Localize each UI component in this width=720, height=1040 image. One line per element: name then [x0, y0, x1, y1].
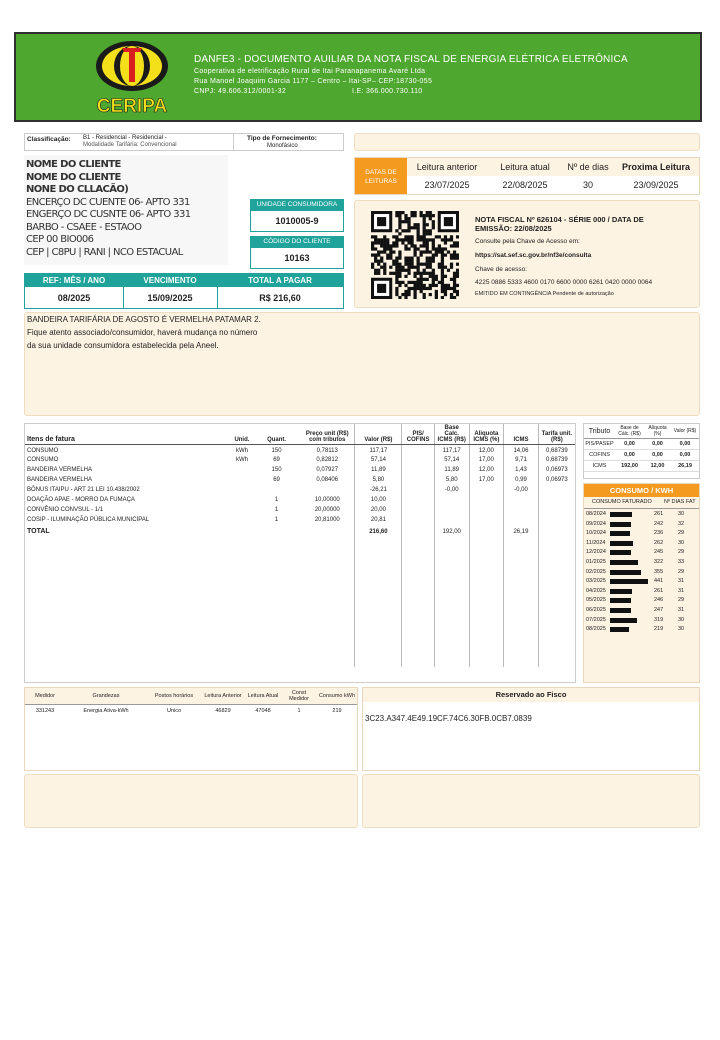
tributos-cell: PIS/PASEP [584, 439, 615, 450]
consumo-bar [610, 531, 630, 536]
itens-header-cell: Itens de fatura [25, 424, 231, 445]
cliente-line: CEP 00 BIO006 [26, 234, 94, 245]
consumo-kwh: 322 [654, 559, 664, 565]
itens-row [25, 495, 575, 505]
consumo-mes: 03/2025 [586, 578, 606, 585]
tributos-cell: ICMS [584, 461, 615, 472]
classificacao-label: Classificação: [27, 136, 71, 143]
consumo-kwh: 246 [654, 597, 664, 604]
itens-cell [538, 505, 575, 515]
itens-total-row [25, 525, 575, 539]
total-pagar-value: R$ 216,60 [259, 293, 301, 303]
itens-cell: COSIP - ILUMINAÇÃO PÚBLICA MUNICIPAL [27, 516, 150, 523]
itens-cell: 10,00000 [314, 496, 340, 503]
itens-cell: CONSUMO [27, 456, 59, 463]
itens-total-cell: TOTAL [27, 528, 50, 535]
medidor-cell: Unico [166, 708, 182, 714]
ref-mes-value: 08/2025 [57, 293, 91, 303]
itens-cell: 5,80 [355, 475, 402, 485]
consumo-row [584, 529, 700, 538]
consumo-dias: 31 [678, 578, 685, 585]
fisco-title: Reservado ao Fisco [363, 688, 699, 702]
top-right-blank [354, 133, 700, 151]
medidor-header-cell: Leitura Atual [245, 688, 281, 705]
medidor-cell: 46829 [215, 708, 231, 714]
itens-cell: CONSUMO [27, 448, 59, 455]
itens-header-cell: Tarifa unit. (R$) [538, 424, 575, 445]
consumo-row [584, 539, 700, 548]
consumo-dias: 31 [678, 587, 685, 594]
bottom-right-blank [362, 774, 700, 828]
consumo-dias: 32 [678, 520, 685, 527]
tributos-table [584, 424, 699, 472]
consumo-mes: 12/2024 [586, 549, 606, 556]
medidor-cell: Energia Ativa-kWh [83, 708, 129, 714]
consumo-kwh: 242 [654, 520, 664, 527]
consumo-bar [610, 598, 631, 603]
itens-cell: 9,71 [504, 455, 539, 465]
itens-cell: 20,81000 [314, 516, 340, 523]
itens-cell [434, 505, 469, 515]
itens-row [25, 485, 575, 495]
classificacao-value-1: B1 - Residencial - Residencial - [83, 135, 167, 141]
itens-cell [538, 495, 575, 505]
itens-total-cell [469, 525, 504, 539]
itens-total-cell: 216,60 [355, 525, 402, 539]
dias-fat-header: Nº DIAS FAT [664, 499, 696, 505]
consumo-row [584, 548, 700, 557]
leitura-atual-value: 22/08/2025 [502, 180, 548, 190]
consulta-label: Consulte pela Chave de Acesso em: [475, 238, 580, 245]
consumo-row [584, 568, 700, 577]
chave-acesso: 4225 0886 5333 4600 0170 6600 0000 6261 0420 0000 0064 [475, 279, 653, 286]
qr-code-icon [371, 211, 459, 299]
cliente-line: CEP | C8PU | RANI | NCO ESTACUAL [26, 246, 183, 258]
consumo-kwh: 355 [654, 568, 664, 575]
consumo-kwh: 261 [654, 587, 664, 594]
itens-cell [300, 485, 355, 495]
itens-cell: BÔNUS ITAIPU - ART 21 LEI 10.438/2002 [27, 486, 140, 493]
itens-cell: 10,00 [355, 495, 402, 505]
itens-cell: -0,00 [434, 485, 469, 495]
itens-cell [402, 515, 435, 525]
medidor-header-cell: Grandezas [65, 688, 147, 705]
consulta-url[interactable]: https://sat.sef.sc.gov.br/nf3e/consulta [475, 252, 592, 259]
unidade-consumidora-label: UNIDADE CONSUMIDORA [250, 199, 344, 210]
consumo-mes: 08/2024 [586, 511, 606, 517]
tributos-cell: 0,00 [644, 439, 671, 450]
chave-label: Chave de acesso: [475, 266, 528, 273]
aviso-line-1: BANDEIRA TARIFÁRIA DE AGOSTO É VERMELHA PATAMAR 2. [27, 315, 261, 324]
consumo-dias: 30 [678, 616, 685, 623]
medidor-header-cell: Const Medidor [281, 688, 317, 705]
consumo-dias: 29 [678, 530, 685, 537]
consumo-bar [610, 570, 641, 575]
tributos-cell: 0,00 [644, 450, 671, 461]
tributos-cell: 192,00 [615, 461, 644, 472]
itens-row [25, 475, 575, 485]
consumo-row [584, 558, 700, 567]
itens-cell: 20,00 [355, 505, 402, 515]
itens-fatura-box [24, 423, 576, 683]
itens-cell: 1 [274, 506, 279, 513]
tributos-header-cell: Tributo [584, 424, 615, 439]
itens-cell [504, 505, 539, 515]
itens-cell [402, 495, 435, 505]
header-address: Rua Manoel Joaquim Garcia 1177 – Centro – Itai-SP– CEP:18730-055 [194, 78, 433, 85]
itens-cell: 150 [271, 448, 282, 455]
header-banner [14, 32, 702, 122]
consumo-bar [610, 522, 631, 527]
itens-total-cell [231, 525, 253, 539]
codigo-cliente-label: CÓDIGO DO CLIENTE [250, 236, 344, 247]
itens-total-cell [538, 525, 575, 539]
contingencia-text: EMITIDO EM CONTINGÊNCIA Pendente de autorização [475, 291, 614, 297]
consumo-bar [610, 560, 638, 565]
tributos-header-cell: Alíquota (%) [644, 424, 671, 439]
itens-cell: 0,08406 [316, 476, 339, 483]
itens-cell [231, 495, 253, 505]
itens-cell [469, 485, 504, 495]
proxima-leitura-value: 23/09/2025 [633, 180, 679, 190]
itens-row [25, 445, 575, 455]
cliente-block [24, 155, 228, 265]
itens-cell [402, 475, 435, 485]
consumo-chart [584, 510, 699, 660]
itens-cell: 14,06 [504, 445, 539, 455]
proxima-leitura-header: Proxima Leitura [613, 158, 699, 176]
itens-cell [402, 445, 435, 455]
itens-fatura-table [25, 424, 575, 667]
tributos-cell: 26,19 [671, 461, 699, 472]
header-ie: I.E: 366.000.730.110 [352, 88, 423, 95]
consumo-mes: 07/2025 [586, 616, 606, 623]
medidor-cell: 219 [332, 708, 342, 714]
cliente-line: NONE DO CLLACÃO) [26, 184, 129, 195]
consumo-row [584, 625, 700, 634]
consumo-kwh: 219 [654, 626, 664, 633]
tributos-cell: 0,00 [671, 439, 699, 450]
leituras-box [354, 157, 700, 195]
tributos-cell: 0,00 [671, 450, 699, 461]
itens-header-cell: Quant. [253, 424, 300, 445]
itens-cell [469, 515, 504, 525]
itens-cell: 0,78113 [316, 448, 338, 455]
tipo-fornecimento-label: Tipo de Fornecimento: [247, 135, 317, 142]
itens-cell [253, 485, 300, 495]
itens-cell: 0,07927 [316, 466, 339, 473]
consumo-bar [610, 589, 632, 594]
itens-cell [504, 515, 539, 525]
consumo-kwh: 261 [654, 511, 664, 517]
nota-fiscal-title-2: EMISSÃO: 22/08/2025 [475, 224, 552, 233]
itens-cell: 57,14 [434, 455, 469, 465]
leitura-anterior-value: 23/07/2025 [424, 180, 470, 190]
itens-row [25, 465, 575, 475]
tipo-fornecimento-value: Monofásico [267, 143, 298, 149]
medidor-header-cell: Postos horários [147, 688, 201, 705]
itens-total-cell [253, 525, 300, 539]
itens-cell [504, 495, 539, 505]
tributos-header-cell: Valor (R$) [671, 424, 699, 439]
itens-cell: 0,06973 [538, 475, 575, 485]
itens-cell [231, 465, 253, 475]
num-dias-value: 30 [582, 180, 593, 190]
header-title: DANFE3 - DOCUMENTO AUILIAR DA NOTA FISCAL DE ENERGIA ELÉTRICA ELETRÔNICA [194, 54, 628, 65]
fisco-code: 3C23.A347.4E49.19CF.74C6.30FB.0CB7.0839 [365, 714, 532, 723]
consumo-kwh: 247 [654, 607, 664, 613]
medidor-box [24, 687, 358, 771]
consumo-row [584, 587, 700, 596]
datas-leituras-label: DATAS DE LEITURAS [355, 158, 407, 194]
itens-header-cell: ICMS [504, 424, 539, 445]
consumo-dias: 29 [678, 549, 685, 556]
consumo-kwh: 236 [654, 530, 664, 537]
itens-cell: 1 [274, 496, 279, 503]
consumo-dias: 29 [678, 568, 685, 575]
consumo-mes: 09/2024 [586, 520, 606, 527]
vencimento-value: 15/09/2025 [147, 293, 193, 303]
consumo-row [584, 606, 700, 615]
consumo-box [583, 483, 700, 683]
consumo-dias: 31 [678, 607, 685, 613]
medidor-header-cell: Consumo kWh [317, 688, 357, 705]
codigo-cliente-value: 10163 [250, 247, 344, 269]
itens-cell: 5,80 [434, 475, 469, 485]
itens-cell: 17,00 [469, 475, 504, 485]
nota-fiscal-title-1: NOTA FISCAL Nº 626104 - SÉRIE 000 / DATA DE [475, 215, 644, 224]
itens-row [25, 455, 575, 465]
medidor-cell: 331243 [35, 708, 55, 714]
consumo-kwh: 319 [654, 616, 664, 623]
itens-cell [538, 515, 575, 525]
consumo-bar [610, 608, 631, 613]
itens-cell: 57,14 [355, 455, 402, 465]
consumo-row [584, 616, 700, 625]
consumo-mes: 10/2024 [586, 530, 606, 537]
itens-cell: CONVÊNIO CONVSUL - 1/1 [27, 506, 104, 513]
itens-cell: 12,00 [469, 465, 504, 475]
tributos-cell: 0,00 [615, 450, 644, 461]
aviso-box [24, 312, 700, 416]
itens-total-cell: 192,00 [434, 525, 469, 539]
itens-cell [402, 465, 435, 475]
total-pagar-header: TOTAL A PAGAR [248, 276, 312, 285]
consumo-row [584, 577, 700, 586]
itens-total-cell [402, 525, 435, 539]
fisco-box [362, 687, 700, 771]
svg-text:CERIPA: CERIPA [96, 96, 168, 117]
medidor-cell: 47048 [255, 708, 271, 714]
itens-cell: 150 [271, 466, 282, 473]
itens-cell: 1 [274, 516, 279, 523]
itens-cell: 11,89 [355, 465, 402, 475]
itens-cell [469, 505, 504, 515]
itens-header-cell: Aliquota ICMS (%) [469, 424, 504, 445]
itens-cell: 0,68739 [538, 445, 575, 455]
consumo-kwh: 441 [654, 578, 664, 585]
itens-cell: DOAÇÃO APAE - MORRO DA FUMAÇA [27, 496, 135, 503]
tributos-cell: 0,00 [615, 439, 644, 450]
consumo-row [584, 520, 700, 529]
consumo-bar [610, 618, 637, 623]
consumo-mes: 04/2025 [586, 587, 606, 594]
itens-cell: 117,17 [355, 445, 402, 455]
itens-cell: 0,82812 [316, 456, 339, 463]
medidor-header-cell: Medidor [25, 688, 65, 705]
itens-cell [402, 455, 435, 465]
medidor-header-cell: Leitura Anterior [201, 688, 245, 705]
consumo-dias: 30 [678, 626, 685, 633]
unidade-consumidora-value: 1010005-9 [250, 210, 344, 232]
itens-cell: BANDEIRA VERMELHA [27, 476, 93, 483]
itens-cell [231, 515, 253, 525]
consumo-mes: 05/2025 [586, 597, 606, 604]
vencimento-header: VENCIMENTO [143, 276, 197, 285]
itens-cell [434, 495, 469, 505]
consumo-bar [610, 541, 633, 546]
cliente-line: ENCERÇO DC CUENTE 06- APTO 331 [26, 196, 190, 208]
consumo-bar [610, 579, 648, 584]
consumo-dias: 33 [678, 559, 685, 565]
consumo-bar [610, 512, 632, 517]
aviso-line-2: Fique atento associado/consumidor, haverá mudança no número [27, 328, 258, 337]
consumo-faturado-header: CONSUMO FATURADO [592, 499, 652, 505]
itens-cell: BANDEIRA VERMELHA [27, 466, 93, 473]
aviso-line-3: da sua unidade consumidora estabelecida pela Aneel. [27, 341, 219, 350]
tributos-box [583, 423, 700, 479]
itens-cell: 69 [273, 476, 280, 483]
consumo-mes: 06/2025 [586, 607, 606, 613]
consumo-mes: 08/2025 [586, 626, 606, 633]
cliente-line: NOME DO CLIENTE [26, 159, 121, 170]
itens-cell: 20,81 [355, 515, 402, 525]
consumo-mes: 11/2024 [586, 539, 606, 546]
itens-cell [231, 485, 253, 495]
itens-header-cell: Preço unit (R$) com tributos [300, 424, 355, 445]
itens-cell: 12,00 [469, 445, 504, 455]
itens-header-cell: Unid. [231, 424, 253, 445]
itens-cell: 11,89 [434, 465, 469, 475]
consumo-title: CONSUMO / KWH [584, 484, 699, 497]
itens-cell: kWh [235, 448, 248, 455]
itens-total-cell [300, 525, 355, 539]
itens-total-cell: 26,19 [504, 525, 539, 539]
bottom-left-blank [24, 774, 358, 828]
tributos-cell: COFINS [584, 450, 615, 461]
num-dias-header: Nº de dias [563, 158, 613, 176]
itens-row [25, 515, 575, 525]
tributos-header-cell: Base de Cálc. (R$) [615, 424, 644, 439]
consumo-mes: 02/2025 [586, 568, 606, 575]
medidor-cell: 1 [297, 708, 301, 714]
itens-cell: 69 [273, 456, 280, 463]
itens-header-cell: PIS/ COFINS [402, 424, 435, 445]
itens-row [25, 505, 575, 515]
nota-fiscal-box [354, 200, 700, 308]
itens-cell: -26,21 [355, 485, 402, 495]
itens-cell [538, 485, 575, 495]
itens-cell: 0,68739 [538, 455, 575, 465]
itens-cell: 20,00000 [314, 506, 340, 513]
itens-cell: 0,06973 [538, 465, 575, 475]
itens-cell [469, 495, 504, 505]
itens-cell: 17,00 [469, 455, 504, 465]
itens-cell [402, 485, 435, 495]
itens-header-cell: Base Calc. ICMS (R$) [434, 424, 469, 445]
header-company: Cooperativa de eletrificação Rural de Itai Paranapanema Avaré Ltda [194, 68, 426, 75]
itens-cell [434, 515, 469, 525]
ref-mes-header: REF: MÊS / ANO [42, 276, 106, 285]
itens-cell [402, 505, 435, 515]
leitura-atual-header: Leitura atual [487, 158, 563, 176]
itens-cell: 0,99 [504, 475, 539, 485]
itens-header-cell: Valor (R$) [355, 424, 402, 445]
cliente-line: ENGERÇO DC CUSNTE 06- APTO 331 [26, 209, 191, 220]
itens-cell: 117,17 [434, 445, 469, 455]
leitura-anterior-header: Leitura anterior [407, 158, 487, 176]
tributos-cell: 12,00 [644, 461, 671, 472]
classificacao-value-2: Modalidade Tarifária: Convencional [83, 142, 177, 148]
consumo-mes: 01/2025 [586, 559, 606, 565]
classificacao-box [24, 133, 344, 151]
consumo-bar [610, 627, 629, 632]
consumo-row [584, 510, 700, 519]
itens-cell [231, 475, 253, 485]
cliente-line: NOME DO CLIENTE [26, 171, 121, 183]
cliente-line: BARBO - CSAEE - ESTAOO [26, 221, 142, 233]
header-cnpj: CNPJ: 49.606.312/0001-32 [194, 88, 287, 95]
consumo-row [584, 596, 700, 605]
ceripa-logo [90, 38, 190, 118]
ref-table [24, 273, 344, 309]
consumo-kwh: 245 [654, 549, 664, 556]
consumo-dias: 29 [678, 597, 685, 604]
consumo-kwh: 262 [654, 539, 664, 546]
itens-cell: -0,00 [504, 485, 539, 495]
itens-cell: 1,43 [504, 465, 539, 475]
consumo-bar [610, 550, 631, 555]
consumo-dias: 30 [678, 539, 685, 546]
medidor-table [25, 688, 357, 717]
itens-cell [231, 505, 253, 515]
itens-cell: kWh [235, 456, 248, 463]
consumo-dias: 30 [678, 511, 685, 517]
